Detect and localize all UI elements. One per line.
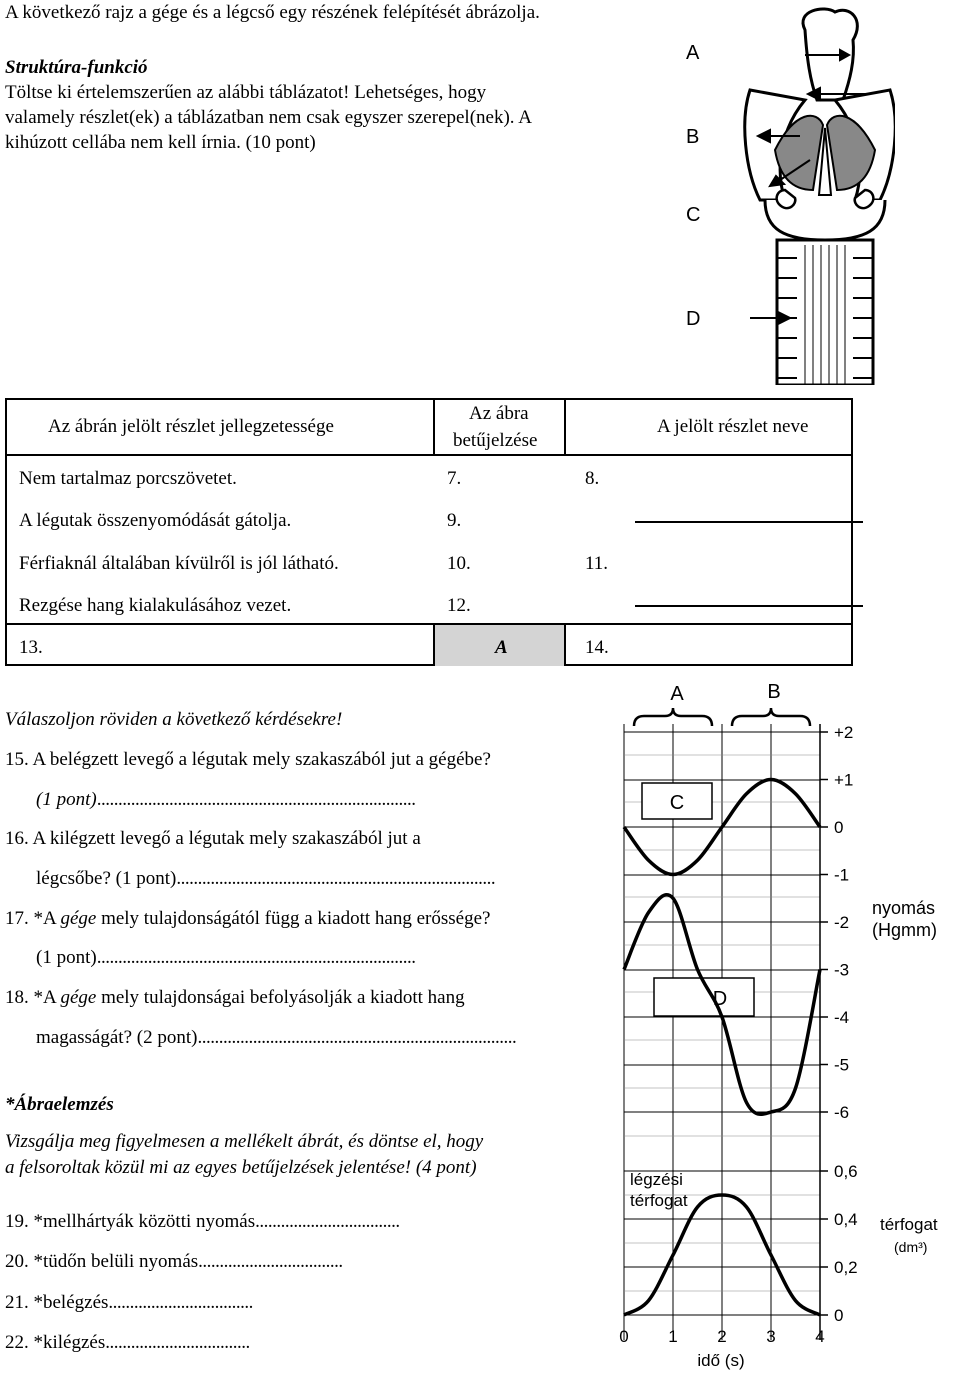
item-20[interactable]: 20. *tüdőn belüli nyomás.................................. <box>5 1251 343 1272</box>
structure-function-table <box>5 398 853 666</box>
section2-instr-line2: a felsoroltak közül mi az egyes betűjelzések jelentése! (4 pont) <box>5 1157 477 1178</box>
pressure-tick-label: -6 <box>834 1103 850 1122</box>
row2-feature: A légutak összenyomódását gátolja. <box>19 510 292 531</box>
brace-b <box>732 708 810 726</box>
row5-feature[interactable]: 13. <box>19 637 43 658</box>
pressure-axis-unit: (Hgmm) <box>872 920 937 940</box>
q15-answer-dots[interactable]: ........................................................................... <box>96 789 416 810</box>
q15-points: (1 pont) <box>36 789 97 810</box>
pressure-tick-label: -3 <box>834 960 850 980</box>
row5-name[interactable]: 14. <box>585 637 609 658</box>
q16-line1: 16. A kilégzett levegő a légutak mely szakaszából jut a <box>5 828 421 849</box>
x-tick-label: 1 <box>668 1327 678 1346</box>
pressure-tick-label: -4 <box>834 1008 850 1027</box>
figure-label-b: B <box>686 126 700 148</box>
row5-letter: A <box>495 637 508 658</box>
q18-line1: 18. *A gége mely tulajdonságai befolyásolják a kiadott hang <box>5 987 465 1008</box>
row2-letter[interactable]: 9. <box>447 510 462 531</box>
item-19[interactable]: 19. *mellhártyák közötti nyomás.................................. <box>5 1211 400 1232</box>
q17-points: (1 pont) <box>36 947 97 968</box>
row3-letter[interactable]: 10. <box>447 553 471 574</box>
pressure-axis-label: nyomás <box>872 898 936 918</box>
chart-top-label-b: B <box>767 681 781 703</box>
x-tick-label: 2 <box>717 1327 727 1346</box>
q17-answer-dots[interactable]: ........................................................................... <box>96 947 416 968</box>
q15-line2[interactable] <box>36 788 601 812</box>
x-tick-label: 0 <box>619 1327 629 1346</box>
section1-instr-line3: kihúzott cellába nem kell írnia. (10 pont) <box>5 132 316 153</box>
x-tick-label: 3 <box>766 1327 776 1346</box>
intro-text: A következő rajz a gége és a légcső egy részének felépítését ábrázolja. <box>5 2 540 23</box>
volume-tick-label: 0,6 <box>834 1162 858 1181</box>
row3-name[interactable]: 11. <box>585 553 609 574</box>
pressure-tick-label: +1 <box>834 770 854 790</box>
section1-instr-line2: valamely részlet(ek) a táblázatban nem csak egyszer szerepel(nek). A <box>5 107 532 128</box>
brace-a <box>634 708 712 726</box>
volume-tick-label: 0,2 <box>834 1258 858 1277</box>
volume-axis-unit: (dm³) <box>894 1239 928 1255</box>
pressure-tick-label: 0 <box>834 818 844 837</box>
row2-crossed-cell <box>635 521 863 523</box>
x-axis-label: idő (s) <box>697 1351 745 1370</box>
box-c-label: C <box>669 792 685 814</box>
q17-line2[interactable] <box>36 946 601 970</box>
row1-feature: Nem tartalmaz porcszövetet. <box>19 468 237 489</box>
box-d-label: D <box>712 988 728 1010</box>
pressure-tick-label: -1 <box>834 865 850 885</box>
q16-line2[interactable] <box>36 867 601 891</box>
row1-letter[interactable]: 7. <box>447 468 462 489</box>
section1-title: Struktúra-funkció <box>5 57 148 78</box>
figure-label-d: D <box>686 308 701 330</box>
header-letter-line1: Az ábra <box>469 403 529 424</box>
x-tick-label: 4 <box>815 1327 825 1346</box>
volume-title-line2: térfogat <box>630 1191 688 1210</box>
figure-arrows <box>740 40 960 340</box>
item-22[interactable]: 22. *kilégzés.................................. <box>5 1332 250 1353</box>
q17-gege: gége <box>60 908 97 929</box>
pressure-tick-label: +2 <box>834 723 854 742</box>
breathing-chart <box>600 680 960 1375</box>
header-feature: Az ábrán jelölt részlet jellegzetessége <box>48 416 334 437</box>
volume-axis-label: térfogat <box>880 1215 938 1234</box>
header-letter-line2: betűjelzése <box>453 430 538 451</box>
section2-instr-line1: Vizsgálja meg figyelmesen a mellékelt ábrát, és döntse el, hogy <box>5 1131 484 1152</box>
pressure-tick-label: -2 <box>834 913 850 932</box>
row3-feature: Férfiaknál általában kívülről is jól látható. <box>19 553 339 574</box>
questions-heading: Válaszoljon röviden a következő kérdésekre! <box>5 709 343 730</box>
header-name: A jelölt részlet neve <box>657 416 809 437</box>
figure-label-c: C <box>686 204 701 226</box>
section2-title: *Ábraelemzés <box>5 1094 114 1115</box>
q17-line1: 17. *A gége mely tulajdonságától függ a kiadott hang erőssége? <box>5 908 491 929</box>
section1-instr-line1: Töltse ki értelemszerűen az alábbi táblázatot! Lehetséges, hogy <box>5 82 487 103</box>
row4-feature: Rezgése hang kialakulásához vezet. <box>19 595 292 616</box>
figure-label-a: A <box>686 42 700 64</box>
q15-line1: 15. A belégzett levegő a légutak mely szakaszából jut a gégébe? <box>5 749 491 770</box>
chart-top-label-a: A <box>670 683 684 705</box>
q18-gege: gége <box>60 987 97 1008</box>
q18-points: magasságát? (2 pont) <box>36 1027 198 1048</box>
volume-title-line1: légzési <box>630 1170 683 1189</box>
volume-tick-label: 0,4 <box>834 1210 858 1229</box>
q16-answer-dots[interactable]: ........................................................................... <box>176 868 496 889</box>
q18-answer-dots[interactable]: ........................................................................... <box>197 1027 517 1048</box>
volume-tick-label: 0 <box>834 1306 844 1325</box>
row4-crossed-cell <box>635 605 863 607</box>
item-21[interactable]: 21. *belégzés.................................. <box>5 1292 253 1313</box>
q18-line2[interactable] <box>36 1026 601 1050</box>
row1-name[interactable]: 8. <box>585 468 600 489</box>
pressure-tick-label: -5 <box>834 1055 850 1075</box>
row4-letter[interactable]: 12. <box>447 595 471 616</box>
q16-points: légcsőbe? (1 pont) <box>36 868 177 889</box>
